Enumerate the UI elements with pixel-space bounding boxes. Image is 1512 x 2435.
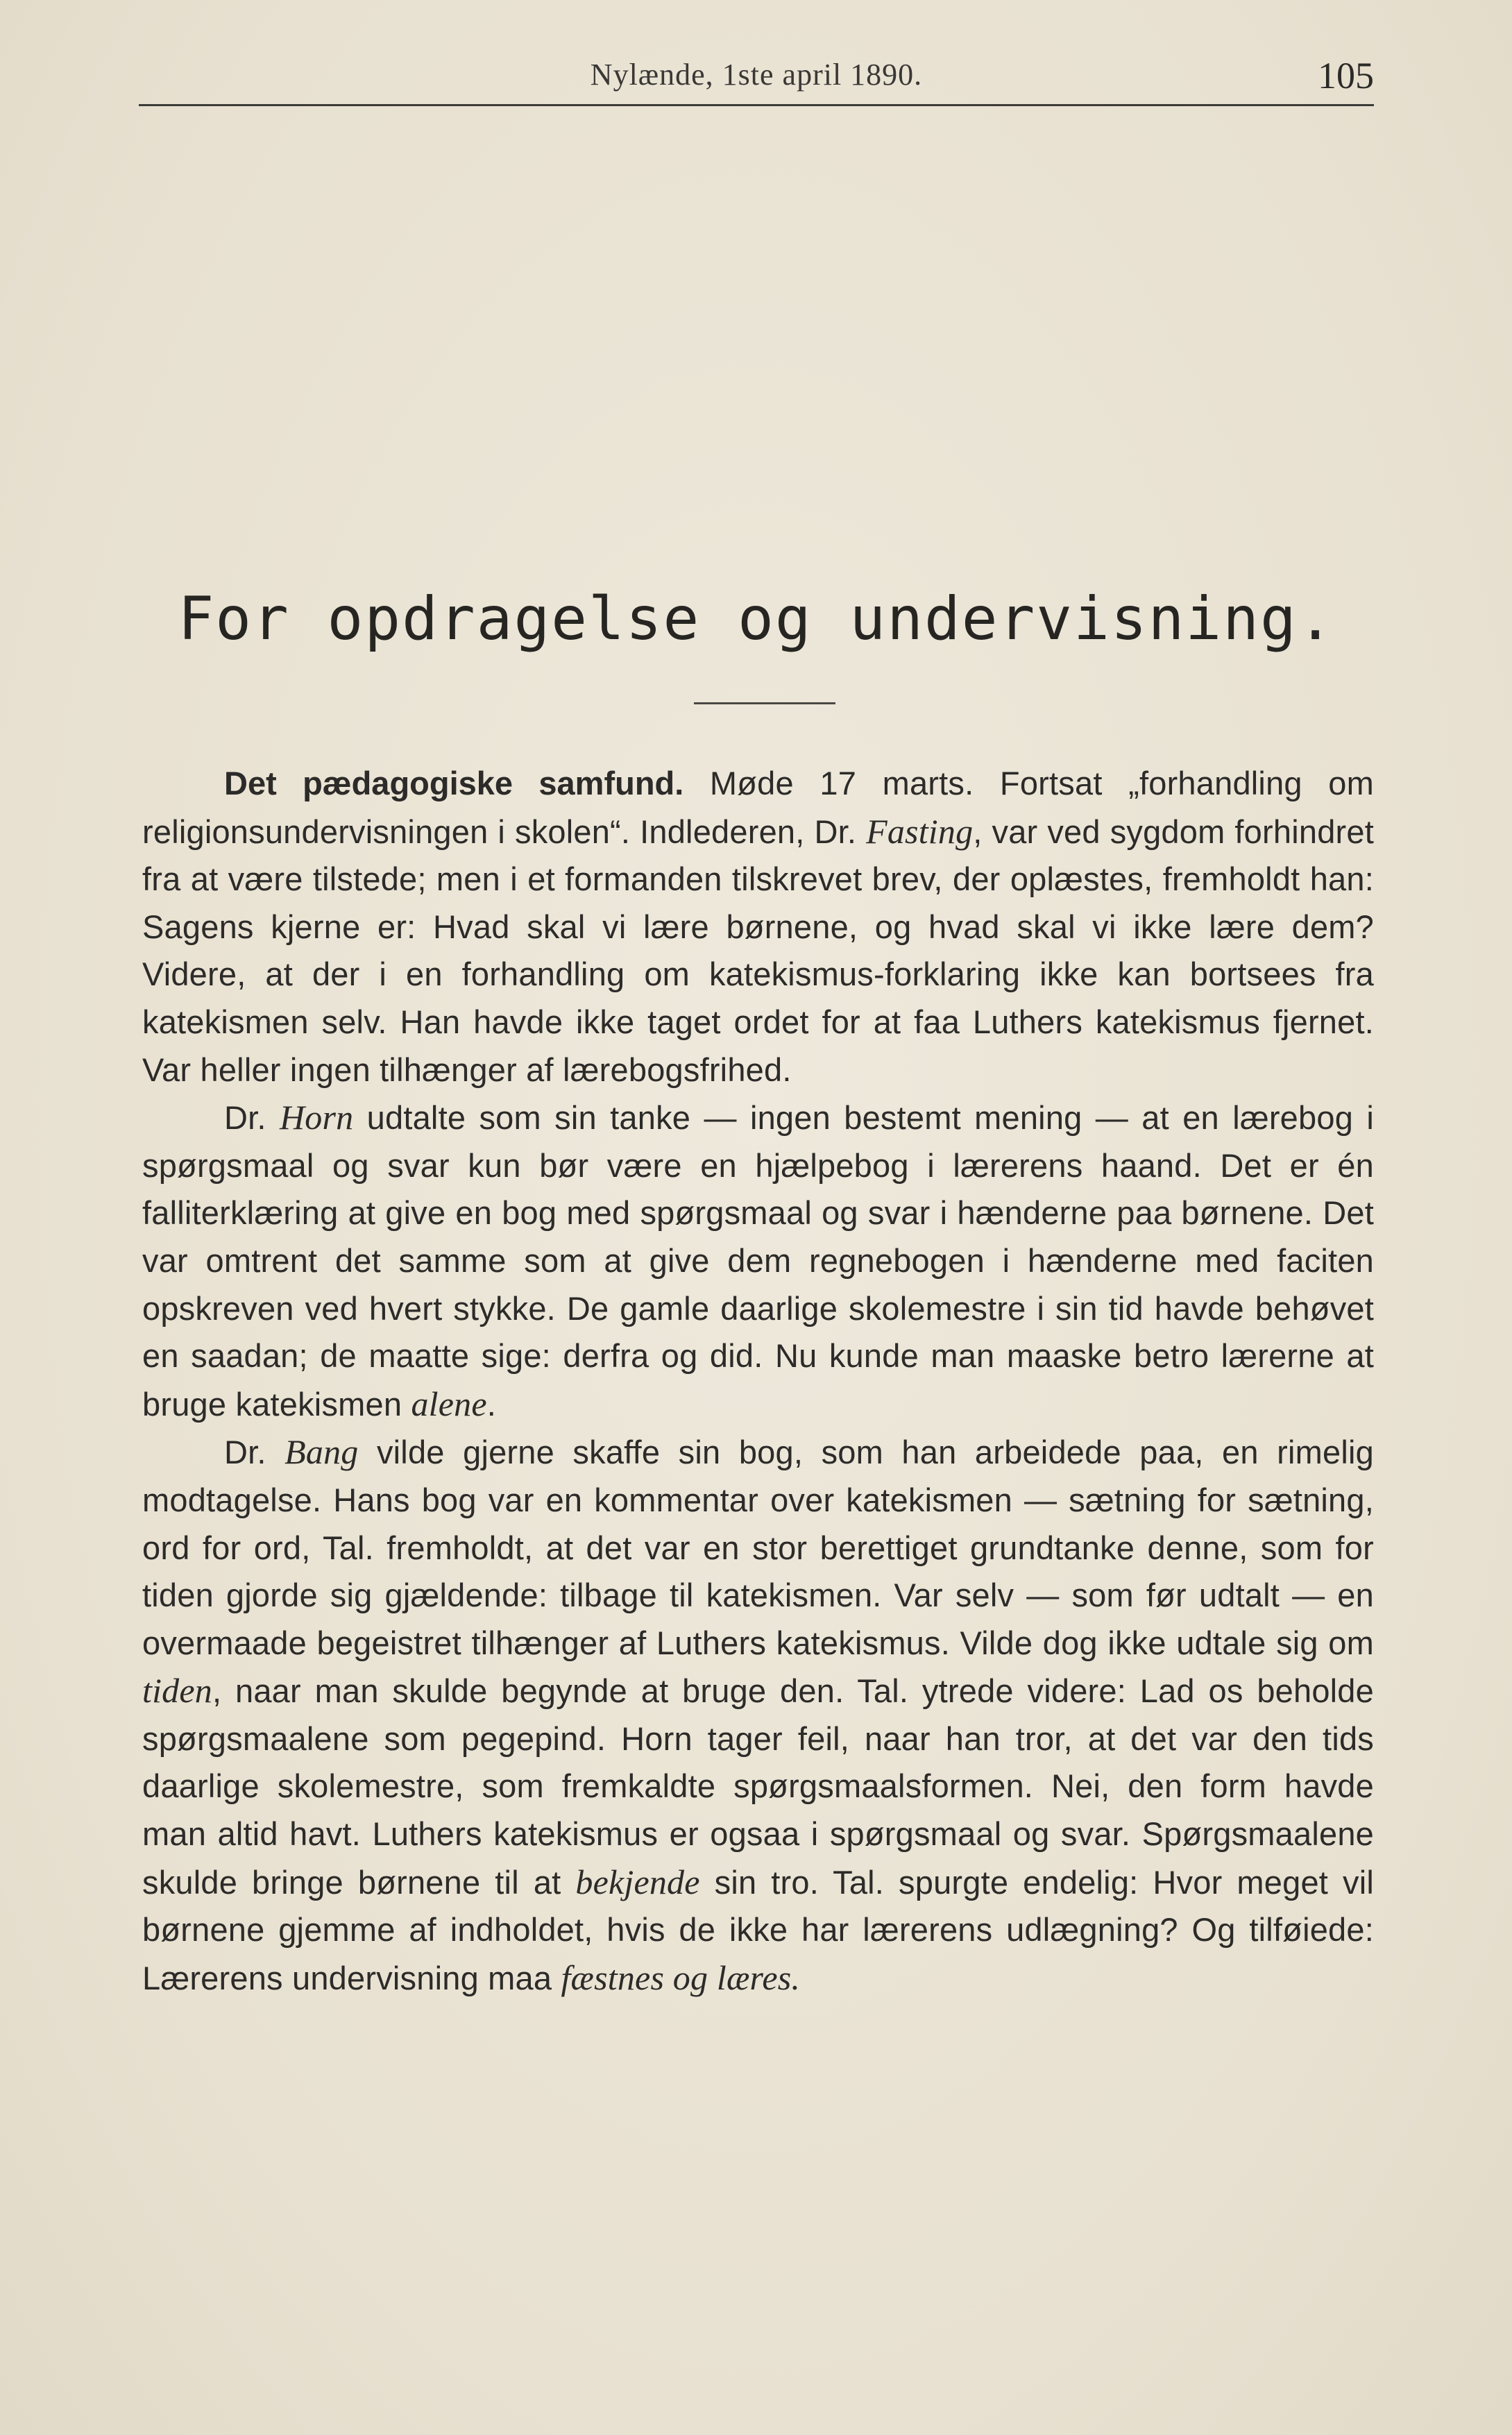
paragraph-3 <box>142 1428 1374 2002</box>
article-title: For opdragelse og undervisning. <box>178 584 1335 654</box>
page-number: 105 <box>1318 55 1374 96</box>
page-header <box>139 50 1374 105</box>
italic-word: s. <box>777 1958 801 1997</box>
article-body <box>142 760 1374 2002</box>
society-name: Det pædagogiske samfund. <box>224 765 684 801</box>
paragraph-text: . <box>486 1385 496 1423</box>
running-title: Nylænde, 1ste april 1890. <box>590 58 923 92</box>
paragraph-text: udtalte som sin tanke — ingen bestemt mening — at en lærebog i spørgsmaal og svar kun bør være en hjælpebog i lærerens haand. Det er én falliterklæring at give en bog med spørgsmaal og svar i hænderne paa børnene. Det var omtrent det samme som at give dem regnebogen i hænderne med faciten opskreven ved hvert stykke. De gamle daarlige skolemestre i sin tid havde behøvet en saadan; de maatte sige: derfra og did. Nu kunde man maaske betro lærerne at bruge katekismen <box>142 1099 1374 1423</box>
italic-name: Bang <box>284 1432 359 1472</box>
paragraph-text: sin tro. Tal. spurgte endelig: Hvor meget vil børnene gjemme af indholdet, hvis de ikke har lærerens udlægning? Og tilføiede: Lærerens undervisning maa <box>142 1863 1374 1996</box>
paragraph-1 <box>142 760 1374 1094</box>
italic-word: tiden <box>142 1671 212 1711</box>
paragraph-text: vilde gjerne skaffe sin bog, som han arbeidede paa, en rimelig modtagelse. Hans bog var en kommentar over katekismen — sætning for sætning, ord for ord, Tal. fremholdt, at det var en stor berettiget grundtanke denne, som for tiden gjorde sig gjældende: tilbage til katekismen. Var selv — som før udtalt — en overmaade begeistret tilhænger af Luthers katekismus. Vilde dog ikke udtale sig om <box>142 1434 1374 1661</box>
italic-word: fæstnes og lære <box>561 1958 778 1997</box>
italic-name: Horn <box>279 1098 354 1137</box>
italic-name: Fasting <box>866 811 974 851</box>
paragraph-text: , naar man skulde begynde at bruge den. Tal. ytrede videre: Lad os beholde spørgsmaalene som pegepind. Horn tager feil, naar han tror, at det var den tids daarlige skolemestre, som fremkaldte spørgsmaalsformen. Nei, den form havde man altid havt. Luthers katekismus er ogsaa i spørgsmaal og svar. Spørgsmaalene skulde bringe børnene til at <box>142 1672 1374 1901</box>
paragraph-text: Møde 17 marts. Fortsat „forhandling om religionsundervisningen i skolen“. Indlederen, Dr. <box>142 765 1374 850</box>
header-rule <box>139 104 1374 106</box>
italic-word: bekjende <box>575 1862 700 1901</box>
paragraph-text: Dr. <box>224 1099 280 1137</box>
paragraph-text: , var ved sygdom forhindret fra at være tilstede; men i et formanden tilskrevet brev, der oplæstes, fremholdt han: Sagens kjerne er: Hvad skal vi lære børnene, og hvad skal vi ikke lære dem? Videre, at der i en forhandling om katekismus-forklaring ikke kan bortsees fra katekismen selv. Han havde ikke taget ordet for at faa Luthers katekismus fjernet. Var heller ingen tilhænger af lærebogsfrihed. <box>142 813 1374 1088</box>
italic-word: alene <box>411 1384 487 1423</box>
paragraph-text: Dr. <box>224 1434 285 1471</box>
title-divider <box>694 702 835 704</box>
paragraph-2 <box>142 1094 1374 1428</box>
